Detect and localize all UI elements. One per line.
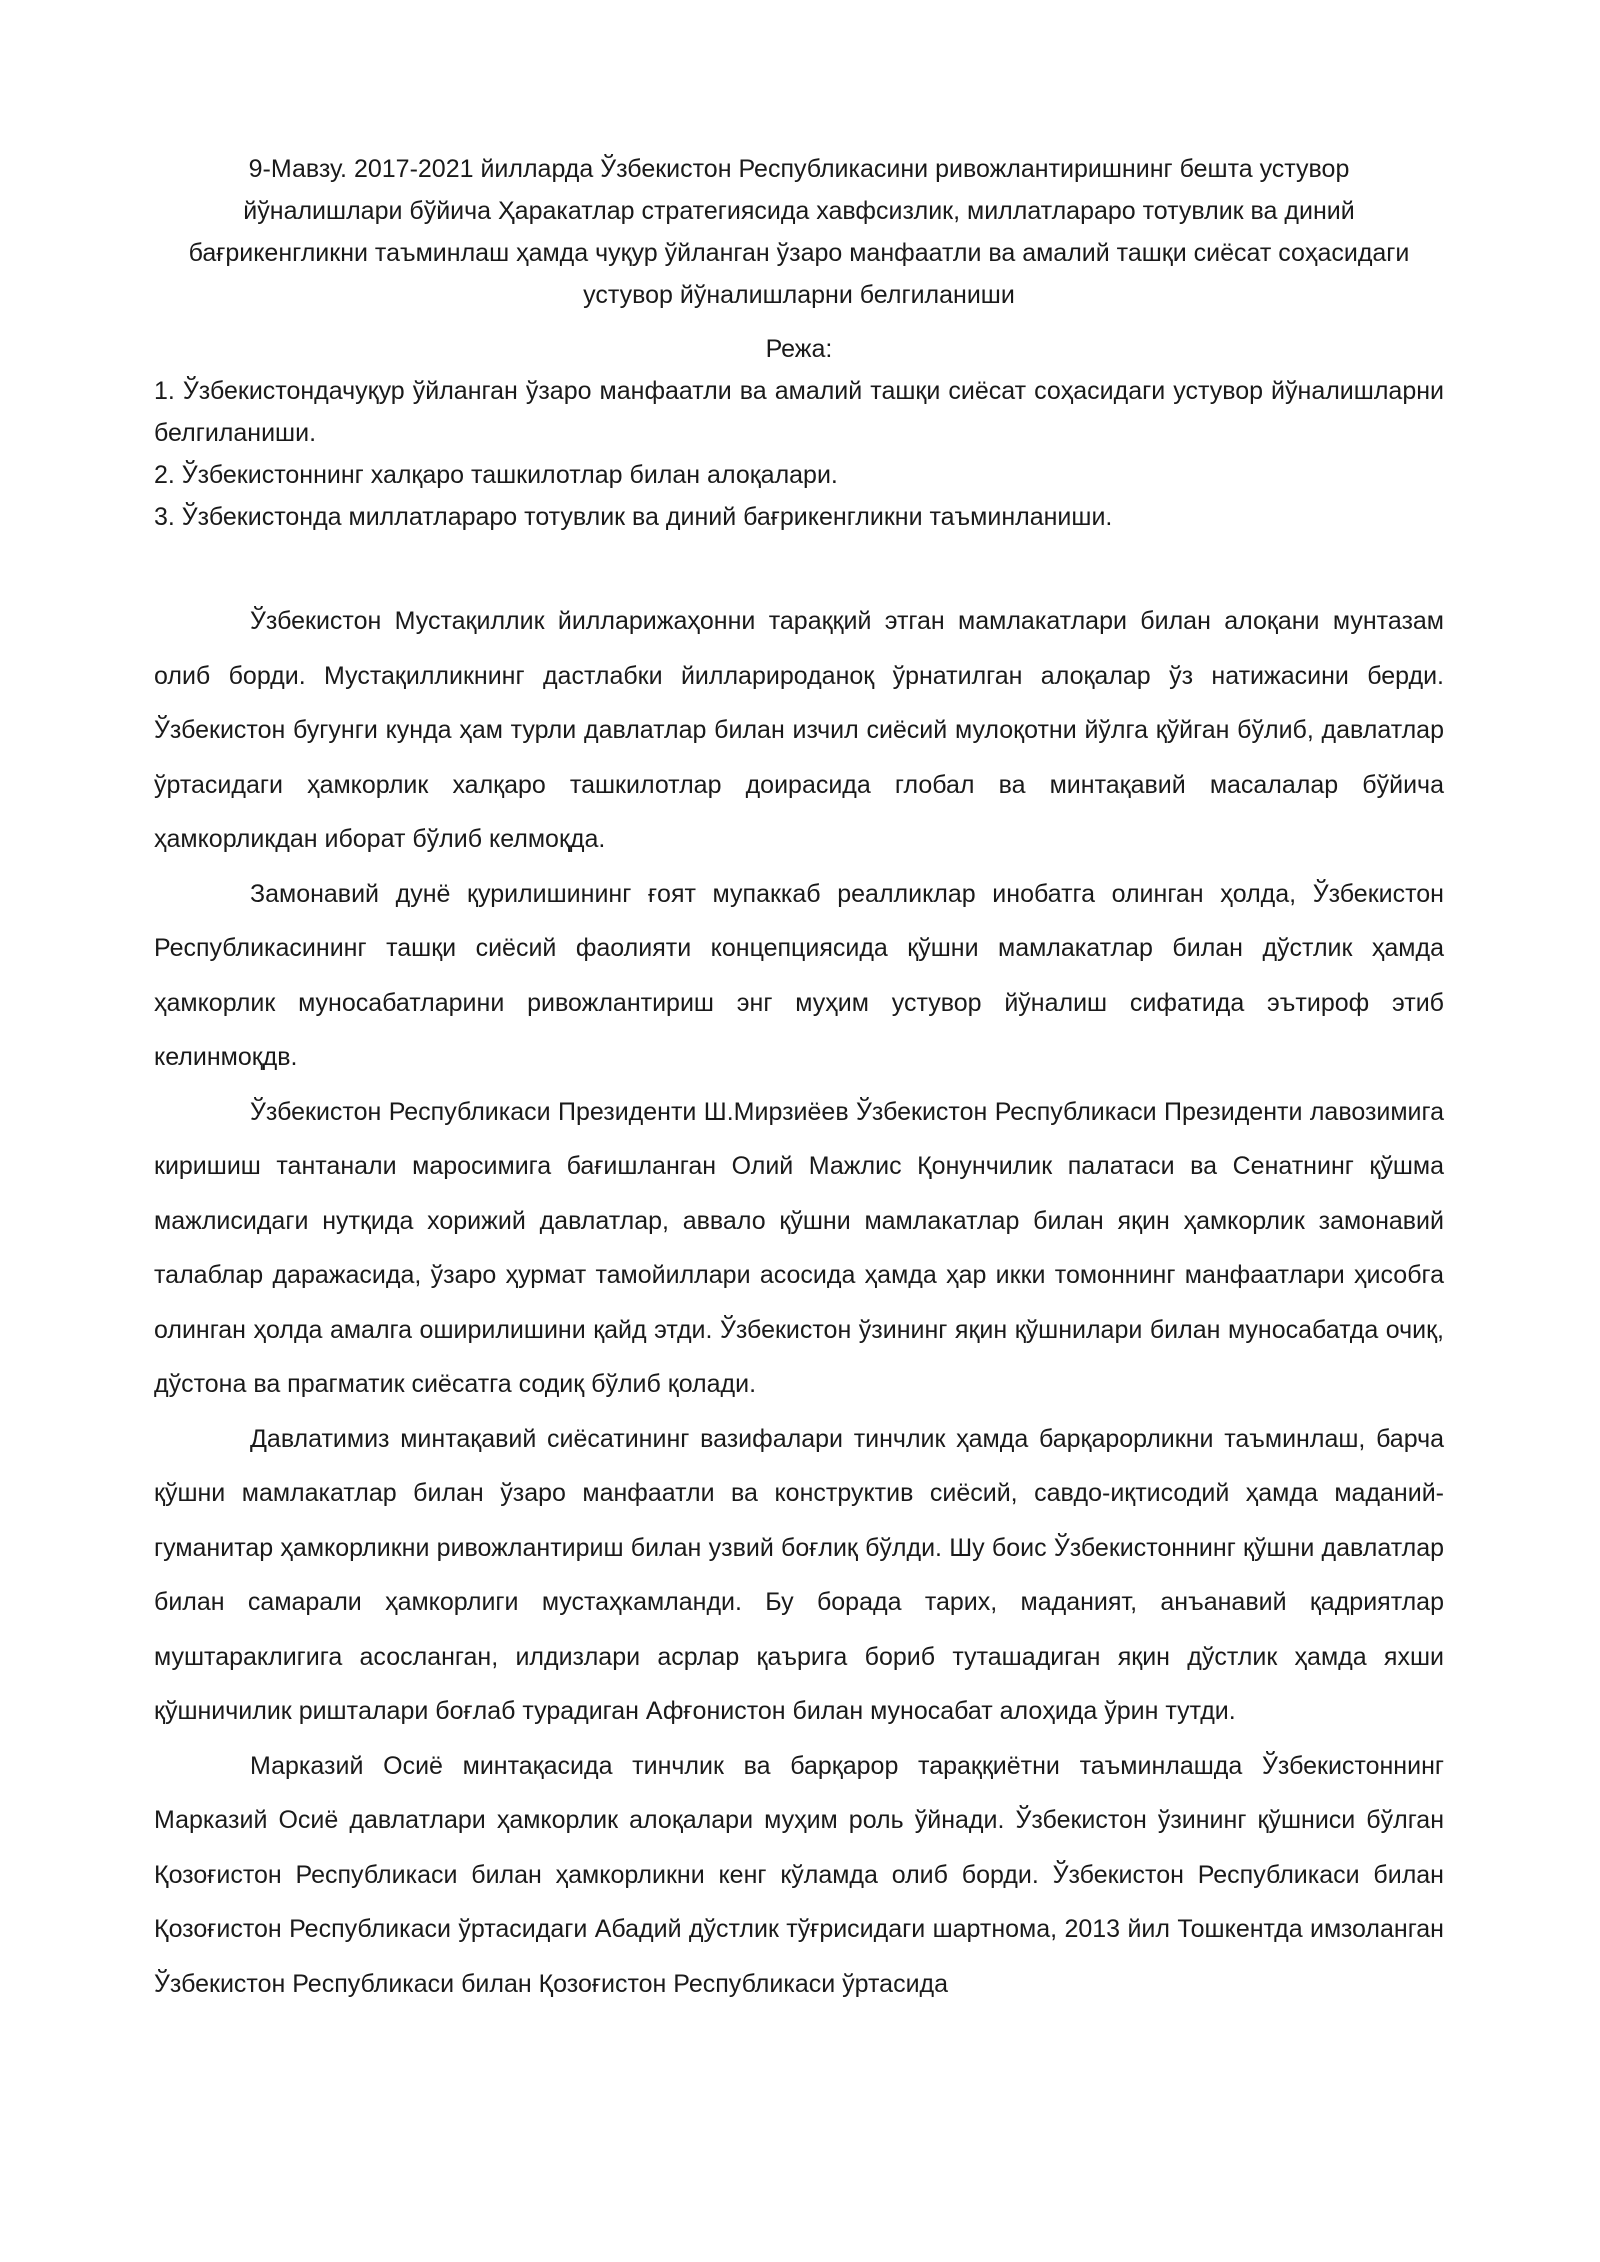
body-paragraph: Марказий Осиё минтақасида тинчлик ва барқарор тараққиётни таъминлашда Ўзбекистоннинг Марказий Осиё давлатлари ҳамкорлик алоқалари муҳим роль ўйнади. Ўзбекистон ўзининг қўшниси бўлган Қозоғистон Республикаси билан ҳамкорликни кенг кўламда олиб борди. Ўзбекистон Республикаси билан Қозоғистон Республикаси ўртасидаги Абадий дўстлик тўғрисидаги шартнома, 2013 йил Тошкентда имзоланган Ўзбекистон Республикаси билан Қозоғистон Республикаси ўртасида bbox=[154, 1751, 1444, 1998]
plan-item: 1. Ўзбекистондачуқур ўйланган ўзаро манфаатли ва амалий ташқи сиёсат соҳасидаги устувор йўналишларни белгиланиши. bbox=[154, 377, 1444, 447]
body-paragraph: Ўзбекистон Мустақиллик йилларижаҳонни тараққий этган мамлакатлари билан алоқани мунтазам олиб борди. Мустақилликнинг дастлабки йилларироданоқ ўрнатилган алоқалар ўз натижасини берди. Ўзбекистон бугунги кунда ҳам турли давлатлар билан изчил сиёсий мулоқотни йўлга қўйган бўлиб, давлатлар ўртасидаги ҳамкорлик халқаро ташкилотлар доирасида глобал ва минтақавий масалалар бўйича ҳамкорликдан иборат бўлиб келмоқда. bbox=[154, 607, 1444, 853]
plan-list bbox=[154, 370, 1444, 538]
plan-heading: Режа: bbox=[765, 335, 833, 363]
body-text bbox=[154, 594, 1444, 2011]
plan-item: 3. Ўзбекистонда миллатлараро тотувлик ва диний бағрикенгликни таъминланиши. bbox=[154, 503, 1113, 531]
document-title: 9-Мавзу. 2017-2021 йилларда Ўзбекистон Республикасини ривожлантиришнинг бешта устувор йўналишлари бўйича Ҳаракатлар стратегиясида хавфсизлик, миллатлараро тотувлик ва диний бағрикенгликни таъминлаш ҳамда чуқур ўйланган ўзаро манфаатли ва амалий ташқи сиёсат соҳасидаги устувор йўналишларни белгиланиши bbox=[188, 155, 1410, 309]
document-page bbox=[154, 148, 1444, 2011]
body-paragraph: Замонавий дунё қурилишининг ғоят мупаккаб реалликлар инобатга олинган ҳолда, Ўзбекистон Республикасининг ташқи сиёсий фаолияти концепциясида қўшни мамлакатлар билан дўстлик ҳамда ҳамкорлик муносабатларини ривожлантириш энг муҳим устувор йўналиш сифатида эътироф этиб келинмоқдв. bbox=[154, 879, 1444, 1071]
body-paragraph: Давлатимиз минтақавий сиёсатининг вазифалари тинчлик ҳамда барқарорликни таъминлаш, барча қўшни мамлакатлар билан ўзаро манфаатли ва конструктив сиёсий, савдо-иқтисодий ҳамда маданий-гуманитар ҳамкорликни ривожлантириш билан узвий боғлиқ бўлди. Шу боис Ўзбекистоннинг қўшни давлатлар билан самарали ҳамкорлиги мустаҳкамланди. Бу борада тарих, маданият, анъанавий қадриятлар муштараклигига асосланган, илдизлари асрлар қаърига бориб туташадиган яқин дўстлик ҳамда яхши қўшничилик риштaлари боғлаб турадиган Афғонистон билан муносабат алоҳида ўрин тутди. bbox=[154, 1424, 1444, 1725]
plan-item: 2. Ўзбекистоннинг халқаро ташкилотлар билан алоқалари. bbox=[154, 461, 838, 489]
body-paragraph: Ўзбекистон Республикаси Президенти Ш.Мирзиёев Ўзбекистон Республикаси Президенти лавозимига киришиш тантанали маросимига бағишланган Олий Мажлис Қонунчилик палатаси ва Сенатнинг қўшма мажлисидаги нутқида хорижий давлатлар, аввало қўшни мамлакатлар билан яқин ҳамкорлик замонавий талаблар даражасида, ўзаро ҳурмат тамойиллари асосида ҳамда ҳар икки томоннинг манфаатлари ҳисобга олинган ҳолда амалга оширилишини қайд этди. Ўзбекистон ўзининг яқин қўшнилари билан муносабатда очиқ, дўстона ва прагматик сиёсатга содиқ бўлиб қолади. bbox=[154, 1097, 1444, 1398]
